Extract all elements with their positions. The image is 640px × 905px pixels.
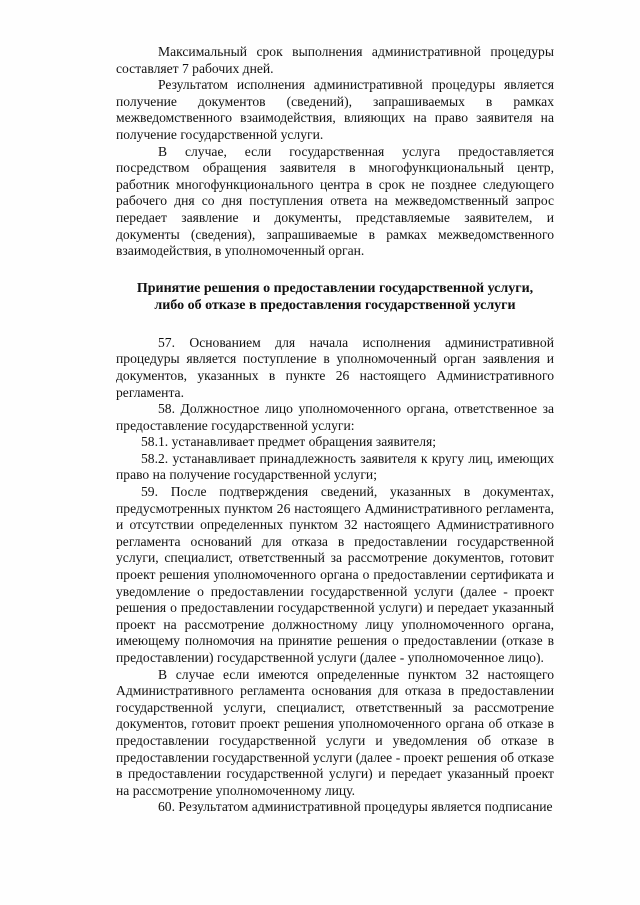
paragraph-59: 59. После подтверждения сведений, указанных в документах, предусмотренных пунктом 26 настоящего Административного регламента, и отсутствии определенных пунктом 32 настоящего Административного регламента оснований для отказа в предоставлении государственной услуги, специалист, ответственный за рассмотрение документов, готовит проект решения уполномоченного органа о предоставлении сертификата и уведомление о предоставлении государственной услуги (далее - проект решения о предоставлении государственной услуги) и передает указанный проект на рассмотрение должностному лицу уполномоченного органа, имеющему полномочия на принятие решения о предоставлении (отказе в предоставлении) государственной услуги (далее - уполномоченное лицо). — [116, 484, 554, 665]
section-heading-line1: Принятие решения о предоставлении государственной услуги, — [136, 280, 534, 296]
paragraph-result: Результатом исполнения административной процедуры является получение документов (сведений), запрашиваемых в рамках межведомственного взаимодействия, влияющих на право заявителя на получение государственной услуги. — [116, 77, 554, 142]
paragraph-term: Максимальный срок выполнения административной процедуры составляет 7 рабочих дней. — [116, 44, 554, 76]
section-heading-line2: либо об отказе в предоставления государственной услуги — [154, 297, 516, 313]
paragraph-57: 57. Основанием для начала исполнения административной процедуры является поступление в уполномоченный орган заявления и документов, указанных в пункте 26 настоящего Административного регламента. — [116, 334, 554, 400]
paragraph-58-2: 58.2. устанавливает принадлежность заявителя к кругу лиц, имеющих право на получение государственной услуги; — [116, 450, 554, 483]
paragraph-mfc: В случае, если государственная услуга предоставляется посредством обращения заявителя в многофункциональный центр, работник многофункционального центра в срок не позднее следующего рабочего дня со дня поступления ответа на межведомственный запрос передает заявление и документы, представляемые заявителем, и документы (сведения), запрашиваемые в рамках межведомственного взаимодействия, в уполномоченный орган. — [116, 143, 554, 259]
paragraph-58-1: 58.1. устанавливает предмет обращения заявителя; — [141, 434, 437, 450]
paragraph-refusal: В случае если имеются определенные пунктом 32 настоящего Административного регламента основания для отказа в предоставлении государственной услуги, специалист, ответственный за рассмотрение документов, готовит проект решения уполномоченного органа об отказе в предоставлении государственной услуги и уведомления об отказе в предоставлении государственной услуги (далее - проект решения об отказе в предоставлении государственной услуги) и передает указанный проект на рассмотрение уполномоченному лицу. — [116, 666, 554, 798]
section-heading — [116, 280, 554, 314]
document-body — [116, 44, 554, 816]
paragraph-58: 58. Должностное лицо уполномоченного органа, ответственное за предоставление государственной услуги: — [116, 401, 554, 433]
paragraph-60: 60. Результатом административной процедуры является подписание — [158, 799, 553, 815]
